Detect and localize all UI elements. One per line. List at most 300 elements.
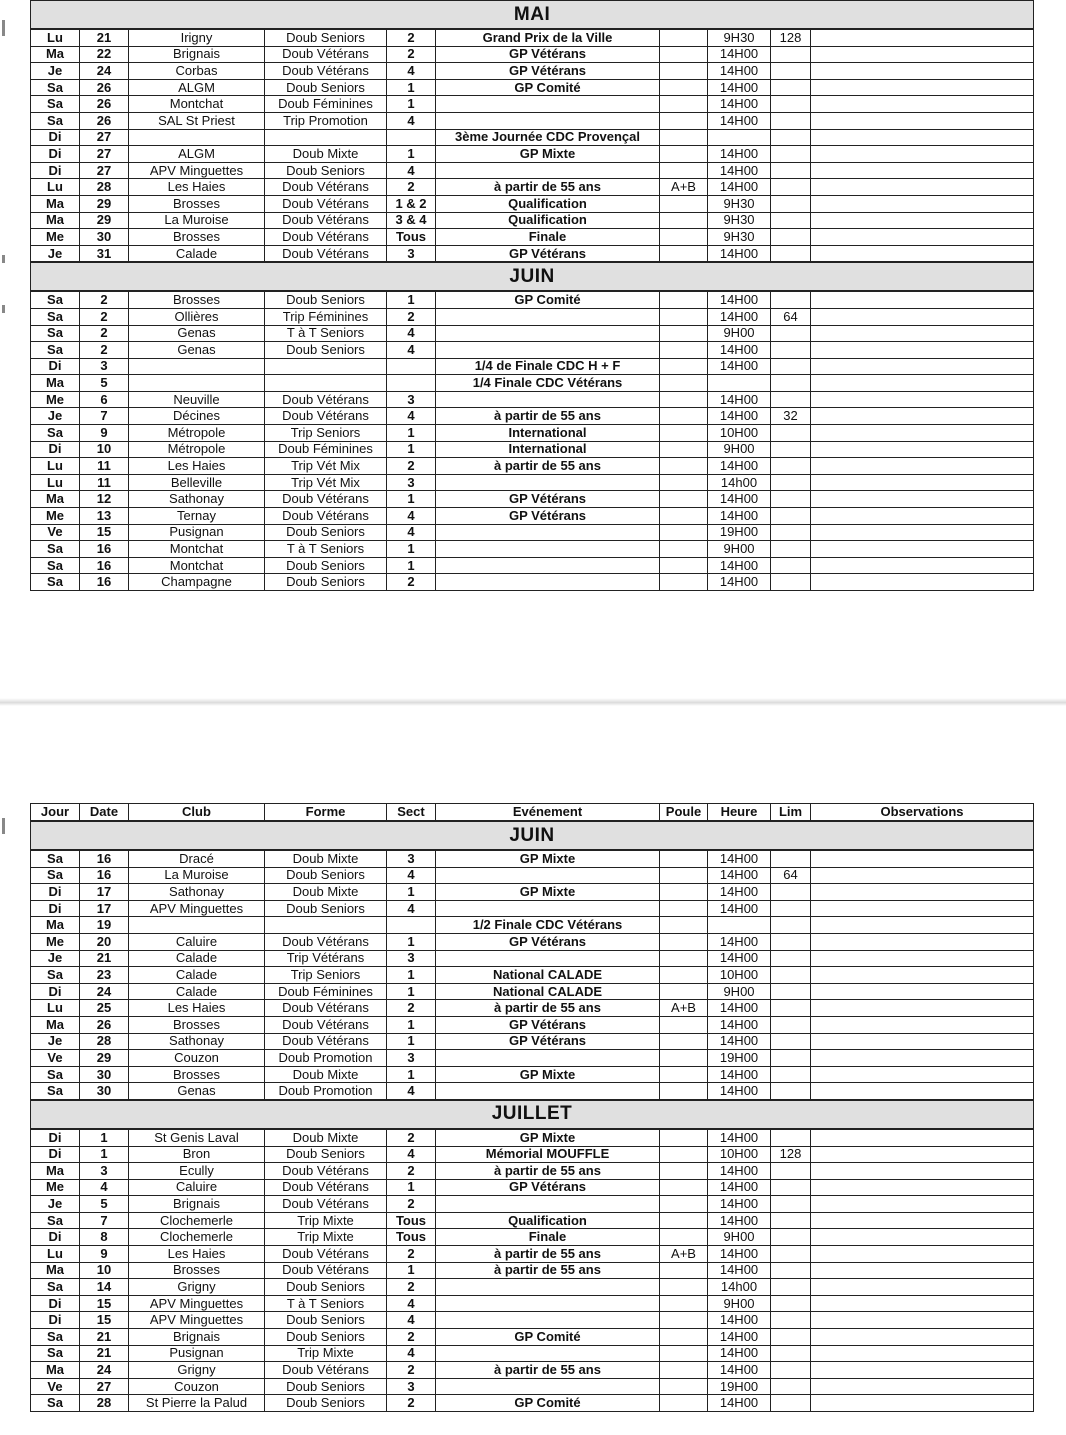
cell-sect: 1: [387, 983, 436, 1000]
cell-jour: Ma: [31, 46, 80, 63]
cell-jour: Sa: [31, 308, 80, 325]
cell-date: 1: [80, 1129, 129, 1146]
cell-sect: 3: [387, 950, 436, 967]
cell-club: Caluire: [129, 1179, 265, 1196]
table-row: [31, 325, 1034, 342]
cell-sect: 2: [387, 1395, 436, 1412]
cell-heure: 14H00: [708, 63, 771, 80]
cell-club: APV Minguettes: [129, 900, 265, 917]
scan-left-margin: [0, 0, 28, 1435]
cell-club: Montchat: [129, 557, 265, 574]
cell-forme: Doub Vétérans: [265, 46, 387, 63]
cell-lim: [771, 574, 811, 591]
cell-evenement: GP Comité: [436, 79, 660, 96]
cell-poule: [660, 458, 708, 475]
cell-evenement: à partir de 55 ans: [436, 1262, 660, 1279]
cell-club: ALGM: [129, 146, 265, 163]
cell-observations: [811, 1129, 1034, 1146]
cell-heure: 14H00: [708, 408, 771, 425]
table-row: [31, 1000, 1034, 1017]
cell-observations: [811, 1000, 1034, 1017]
cell-heure: 14h00: [708, 1279, 771, 1296]
cell-observations: [811, 574, 1034, 591]
month-row: [31, 0, 1034, 29]
cell-poule: [660, 325, 708, 342]
cell-forme: Doub Féminines: [265, 96, 387, 113]
cell-evenement: Finale: [436, 1229, 660, 1246]
table-row: [31, 195, 1034, 212]
cell-observations: [811, 29, 1034, 46]
table-row: [31, 574, 1034, 591]
cell-poule: [660, 291, 708, 308]
cell-date: 16: [80, 541, 129, 558]
cell-forme: Doub Vétérans: [265, 508, 387, 525]
cell-poule: [660, 508, 708, 525]
cell-heure: 14H00: [708, 1362, 771, 1379]
cell-sect: 3: [387, 474, 436, 491]
cell-evenement: International: [436, 425, 660, 442]
cell-date: 15: [80, 524, 129, 541]
cell-poule: [660, 1229, 708, 1246]
cell-club: Brosses: [129, 195, 265, 212]
table-row: [31, 291, 1034, 308]
cell-lim: [771, 458, 811, 475]
cell-jour: Sa: [31, 1083, 80, 1100]
cell-evenement: à partir de 55 ans: [436, 1000, 660, 1017]
cell-heure: 9H00: [708, 983, 771, 1000]
cell-poule: [660, 195, 708, 212]
cell-evenement: National CALADE: [436, 967, 660, 984]
cell-lim: [771, 1362, 811, 1379]
cell-date: 17: [80, 900, 129, 917]
cell-lim: [771, 425, 811, 442]
cell-forme: Trip Féminines: [265, 308, 387, 325]
cell-evenement: [436, 557, 660, 574]
cell-forme: Doub Seniors: [265, 1378, 387, 1395]
cell-poule: [660, 574, 708, 591]
cell-lim: [771, 129, 811, 146]
cell-observations: [811, 850, 1034, 867]
table-row: [31, 179, 1034, 196]
cell-observations: [811, 358, 1034, 375]
cell-club: Pusignan: [129, 524, 265, 541]
table-row: [31, 96, 1034, 113]
cell-observations: [811, 1312, 1034, 1329]
table-row: [31, 1212, 1034, 1229]
col-header-lim: Lim: [771, 804, 811, 822]
cell-club: Irigny: [129, 29, 265, 46]
cell-sect: 2: [387, 46, 436, 63]
table-row: [31, 129, 1034, 146]
cell-date: 6: [80, 391, 129, 408]
cell-poule: [660, 474, 708, 491]
cell-forme: Trip Vét Mix: [265, 458, 387, 475]
cell-evenement: [436, 1083, 660, 1100]
cell-jour: Di: [31, 358, 80, 375]
table-row: [31, 63, 1034, 80]
cell-lim: [771, 1212, 811, 1229]
cell-observations: [811, 1295, 1034, 1312]
cell-poule: [660, 1345, 708, 1362]
cell-evenement: [436, 524, 660, 541]
cell-club: ALGM: [129, 79, 265, 96]
cell-forme: Doub Vétérans: [265, 1196, 387, 1213]
cell-observations: [811, 1279, 1034, 1296]
cell-date: 17: [80, 884, 129, 901]
cell-forme: Doub Vétérans: [265, 1179, 387, 1196]
cell-observations: [811, 474, 1034, 491]
cell-heure: 14H00: [708, 1312, 771, 1329]
cell-poule: [660, 967, 708, 984]
cell-lim: [771, 1163, 811, 1180]
table-row: [31, 1033, 1034, 1050]
cell-evenement: à partir de 55 ans: [436, 1163, 660, 1180]
cell-sect: 3: [387, 1050, 436, 1067]
cell-poule: [660, 375, 708, 392]
table-row: [31, 1362, 1034, 1379]
cell-poule: [660, 129, 708, 146]
cell-poule: [660, 1050, 708, 1067]
cell-jour: Je: [31, 408, 80, 425]
cell-forme: Doub Vétérans: [265, 1246, 387, 1263]
cell-club: Neuville: [129, 391, 265, 408]
cell-date: 3: [80, 1163, 129, 1180]
cell-club: Calade: [129, 983, 265, 1000]
cell-lim: [771, 1016, 811, 1033]
cell-evenement: [436, 474, 660, 491]
col-header-heure: Heure: [708, 804, 771, 822]
cell-evenement: GP Comité: [436, 1329, 660, 1346]
cell-lim: [771, 46, 811, 63]
cell-evenement: à partir de 55 ans: [436, 1246, 660, 1263]
cell-date: 7: [80, 1212, 129, 1229]
cell-evenement: International: [436, 441, 660, 458]
table-row: [31, 524, 1034, 541]
cell-evenement: [436, 112, 660, 129]
cell-jour: Sa: [31, 850, 80, 867]
month-row: [31, 821, 1034, 850]
cell-observations: [811, 491, 1034, 508]
cell-observations: [811, 1362, 1034, 1379]
cell-sect: 2: [387, 179, 436, 196]
cell-observations: [811, 1345, 1034, 1362]
cell-date: 16: [80, 850, 129, 867]
cell-sect: 4: [387, 325, 436, 342]
cell-lim: [771, 112, 811, 129]
table-row: [31, 342, 1034, 359]
cell-jour: Di: [31, 884, 80, 901]
cell-forme: Trip Seniors: [265, 967, 387, 984]
cell-jour: Sa: [31, 96, 80, 113]
cell-forme: Doub Mixte: [265, 146, 387, 163]
cell-evenement: GP Vétérans: [436, 63, 660, 80]
schedule-body-top: [31, 0, 1034, 591]
cell-jour: Ma: [31, 195, 80, 212]
cell-jour: Sa: [31, 79, 80, 96]
cell-date: 24: [80, 1362, 129, 1379]
cell-evenement: [436, 342, 660, 359]
month-row: [31, 262, 1034, 291]
table-row: [31, 950, 1034, 967]
cell-jour: Sa: [31, 574, 80, 591]
cell-forme: Doub Seniors: [265, 162, 387, 179]
cell-forme: Doub Mixte: [265, 850, 387, 867]
cell-club: Sathonay: [129, 1033, 265, 1050]
cell-heure: 9H00: [708, 1295, 771, 1312]
cell-observations: [811, 1378, 1034, 1395]
cell-observations: [811, 1179, 1034, 1196]
cell-observations: [811, 179, 1034, 196]
cell-heure: 14H00: [708, 245, 771, 262]
cell-heure: 10H00: [708, 967, 771, 984]
cell-club: [129, 129, 265, 146]
cell-date: 15: [80, 1312, 129, 1329]
cell-lim: [771, 983, 811, 1000]
cell-sect: 4: [387, 524, 436, 541]
table-row: [31, 1146, 1034, 1163]
cell-poule: [660, 1033, 708, 1050]
cell-observations: [811, 933, 1034, 950]
cell-club: Montchat: [129, 96, 265, 113]
cell-club: APV Minguettes: [129, 162, 265, 179]
cell-heure: 9H30: [708, 195, 771, 212]
cell-observations: [811, 425, 1034, 442]
cell-evenement: à partir de 55 ans: [436, 408, 660, 425]
cell-observations: [811, 1246, 1034, 1263]
cell-lim: [771, 884, 811, 901]
cell-sect: 2: [387, 308, 436, 325]
cell-date: 29: [80, 195, 129, 212]
cell-jour: Ma: [31, 212, 80, 229]
cell-poule: [660, 29, 708, 46]
cell-date: 23: [80, 967, 129, 984]
cell-observations: [811, 129, 1034, 146]
cell-observations: [811, 1016, 1034, 1033]
cell-forme: Doub Vétérans: [265, 491, 387, 508]
cell-poule: [660, 1362, 708, 1379]
cell-poule: A+B: [660, 1000, 708, 1017]
margin-mark: [2, 818, 5, 834]
cell-date: 27: [80, 162, 129, 179]
table-row: [31, 229, 1034, 246]
cell-jour: Ma: [31, 1362, 80, 1379]
cell-jour: Me: [31, 229, 80, 246]
cell-sect: 2: [387, 1000, 436, 1017]
cell-date: 2: [80, 342, 129, 359]
cell-poule: [660, 884, 708, 901]
cell-forme: [265, 129, 387, 146]
cell-lim: [771, 358, 811, 375]
cell-lim: [771, 245, 811, 262]
cell-forme: Doub Vétérans: [265, 63, 387, 80]
cell-heure: 9H00: [708, 1229, 771, 1246]
cell-lim: [771, 1345, 811, 1362]
cell-jour: Je: [31, 245, 80, 262]
cell-heure: 9H00: [708, 325, 771, 342]
cell-forme: Doub Promotion: [265, 1083, 387, 1100]
schedule-table-top: [30, 0, 1034, 591]
cell-club: Calade: [129, 950, 265, 967]
cell-sect: 1: [387, 557, 436, 574]
cell-jour: Sa: [31, 291, 80, 308]
cell-observations: [811, 541, 1034, 558]
cell-forme: Doub Vétérans: [265, 1016, 387, 1033]
cell-sect: 1 & 2: [387, 195, 436, 212]
cell-evenement: GP Mixte: [436, 850, 660, 867]
cell-poule: [660, 1262, 708, 1279]
cell-jour: Ve: [31, 1378, 80, 1395]
cell-observations: [811, 884, 1034, 901]
cell-date: 27: [80, 146, 129, 163]
cell-club: Sathonay: [129, 491, 265, 508]
cell-forme: [265, 358, 387, 375]
cell-forme: Doub Seniors: [265, 900, 387, 917]
cell-evenement: GP Vétérans: [436, 1016, 660, 1033]
cell-poule: [660, 1016, 708, 1033]
cell-sect: 4: [387, 1345, 436, 1362]
cell-club: Couzon: [129, 1378, 265, 1395]
cell-club: Brosses: [129, 1066, 265, 1083]
cell-heure: 14H00: [708, 950, 771, 967]
cell-evenement: [436, 308, 660, 325]
cell-observations: [811, 1329, 1034, 1346]
cell-date: 21: [80, 950, 129, 967]
cell-poule: [660, 212, 708, 229]
cell-date: 26: [80, 1016, 129, 1033]
cell-observations: [811, 458, 1034, 475]
cell-heure: 14H00: [708, 96, 771, 113]
cell-forme: Doub Vétérans: [265, 1000, 387, 1017]
cell-date: 21: [80, 1345, 129, 1362]
cell-jour: Sa: [31, 112, 80, 129]
cell-club: Ecully: [129, 1163, 265, 1180]
month-label: JUIN: [31, 821, 1034, 850]
table-row: [31, 967, 1034, 984]
table-row: [31, 933, 1034, 950]
cell-evenement: GP Mixte: [436, 146, 660, 163]
cell-heure: 14H00: [708, 79, 771, 96]
cell-club: St Pierre la Palud: [129, 1395, 265, 1412]
table-row: [31, 1329, 1034, 1346]
cell-jour: Lu: [31, 458, 80, 475]
cell-poule: [660, 1395, 708, 1412]
table-row: [31, 474, 1034, 491]
col-header-evenement: Evénement: [436, 804, 660, 822]
cell-observations: [811, 967, 1034, 984]
cell-jour: Lu: [31, 1246, 80, 1263]
cell-poule: [660, 983, 708, 1000]
table-row: [31, 245, 1034, 262]
cell-observations: [811, 229, 1034, 246]
cell-sect: Tous: [387, 1229, 436, 1246]
cell-jour: Ma: [31, 491, 80, 508]
cell-sect: 1: [387, 1033, 436, 1050]
cell-observations: [811, 146, 1034, 163]
col-header-club: Club: [129, 804, 265, 822]
cell-date: 26: [80, 79, 129, 96]
cell-jour: Lu: [31, 179, 80, 196]
cell-heure: 14h00: [708, 474, 771, 491]
cell-club: Brignais: [129, 1329, 265, 1346]
cell-evenement: à partir de 55 ans: [436, 458, 660, 475]
table-row: [31, 375, 1034, 392]
cell-forme: Doub Vétérans: [265, 1362, 387, 1379]
cell-sect: 1: [387, 1262, 436, 1279]
cell-heure: 14H00: [708, 1212, 771, 1229]
cell-date: 5: [80, 375, 129, 392]
table-row: [31, 1083, 1034, 1100]
cell-lim: [771, 325, 811, 342]
cell-heure: 14H00: [708, 557, 771, 574]
cell-lim: [771, 474, 811, 491]
cell-heure: [708, 375, 771, 392]
cell-lim: [771, 79, 811, 96]
cell-heure: 9H00: [708, 541, 771, 558]
cell-club: Grigny: [129, 1279, 265, 1296]
cell-poule: [660, 245, 708, 262]
cell-jour: Di: [31, 983, 80, 1000]
cell-lim: [771, 1083, 811, 1100]
cell-lim: 32: [771, 408, 811, 425]
cell-date: 26: [80, 96, 129, 113]
cell-date: 12: [80, 491, 129, 508]
cell-jour: Ve: [31, 524, 80, 541]
table-row: [31, 212, 1034, 229]
cell-sect: 2: [387, 1279, 436, 1296]
cell-jour: Sa: [31, 1345, 80, 1362]
cell-club: Les Haies: [129, 1246, 265, 1263]
cell-date: 9: [80, 1246, 129, 1263]
cell-forme: T à T Seniors: [265, 325, 387, 342]
cell-lim: [771, 1329, 811, 1346]
cell-poule: [660, 1212, 708, 1229]
schedule-table-bottom: [30, 803, 1034, 1412]
cell-poule: [660, 541, 708, 558]
cell-evenement: [436, 1279, 660, 1296]
cell-poule: [660, 1129, 708, 1146]
table-row: [31, 557, 1034, 574]
cell-poule: [660, 1196, 708, 1213]
cell-club: St Genis Laval: [129, 1129, 265, 1146]
cell-club: Brignais: [129, 1196, 265, 1213]
cell-club: Dracé: [129, 850, 265, 867]
cell-sect: 2: [387, 1329, 436, 1346]
cell-club: [129, 917, 265, 934]
col-header-date: Date: [80, 804, 129, 822]
cell-observations: [811, 291, 1034, 308]
cell-sect: 3: [387, 850, 436, 867]
cell-evenement: GP Mixte: [436, 884, 660, 901]
cell-observations: [811, 245, 1034, 262]
cell-jour: Lu: [31, 1000, 80, 1017]
cell-poule: [660, 425, 708, 442]
cell-date: 30: [80, 229, 129, 246]
cell-heure: 14H00: [708, 1179, 771, 1196]
cell-evenement: GP Mixte: [436, 1129, 660, 1146]
cell-observations: [811, 983, 1034, 1000]
cell-poule: [660, 1146, 708, 1163]
cell-sect: 1: [387, 541, 436, 558]
table-row: [31, 1129, 1034, 1146]
header-row: [31, 804, 1034, 822]
cell-sect: 3: [387, 391, 436, 408]
cell-club: Brignais: [129, 46, 265, 63]
cell-forme: Doub Vétérans: [265, 391, 387, 408]
cell-observations: [811, 1066, 1034, 1083]
cell-heure: 14H00: [708, 1163, 771, 1180]
cell-club: Clochemerle: [129, 1212, 265, 1229]
cell-sect: 1: [387, 967, 436, 984]
